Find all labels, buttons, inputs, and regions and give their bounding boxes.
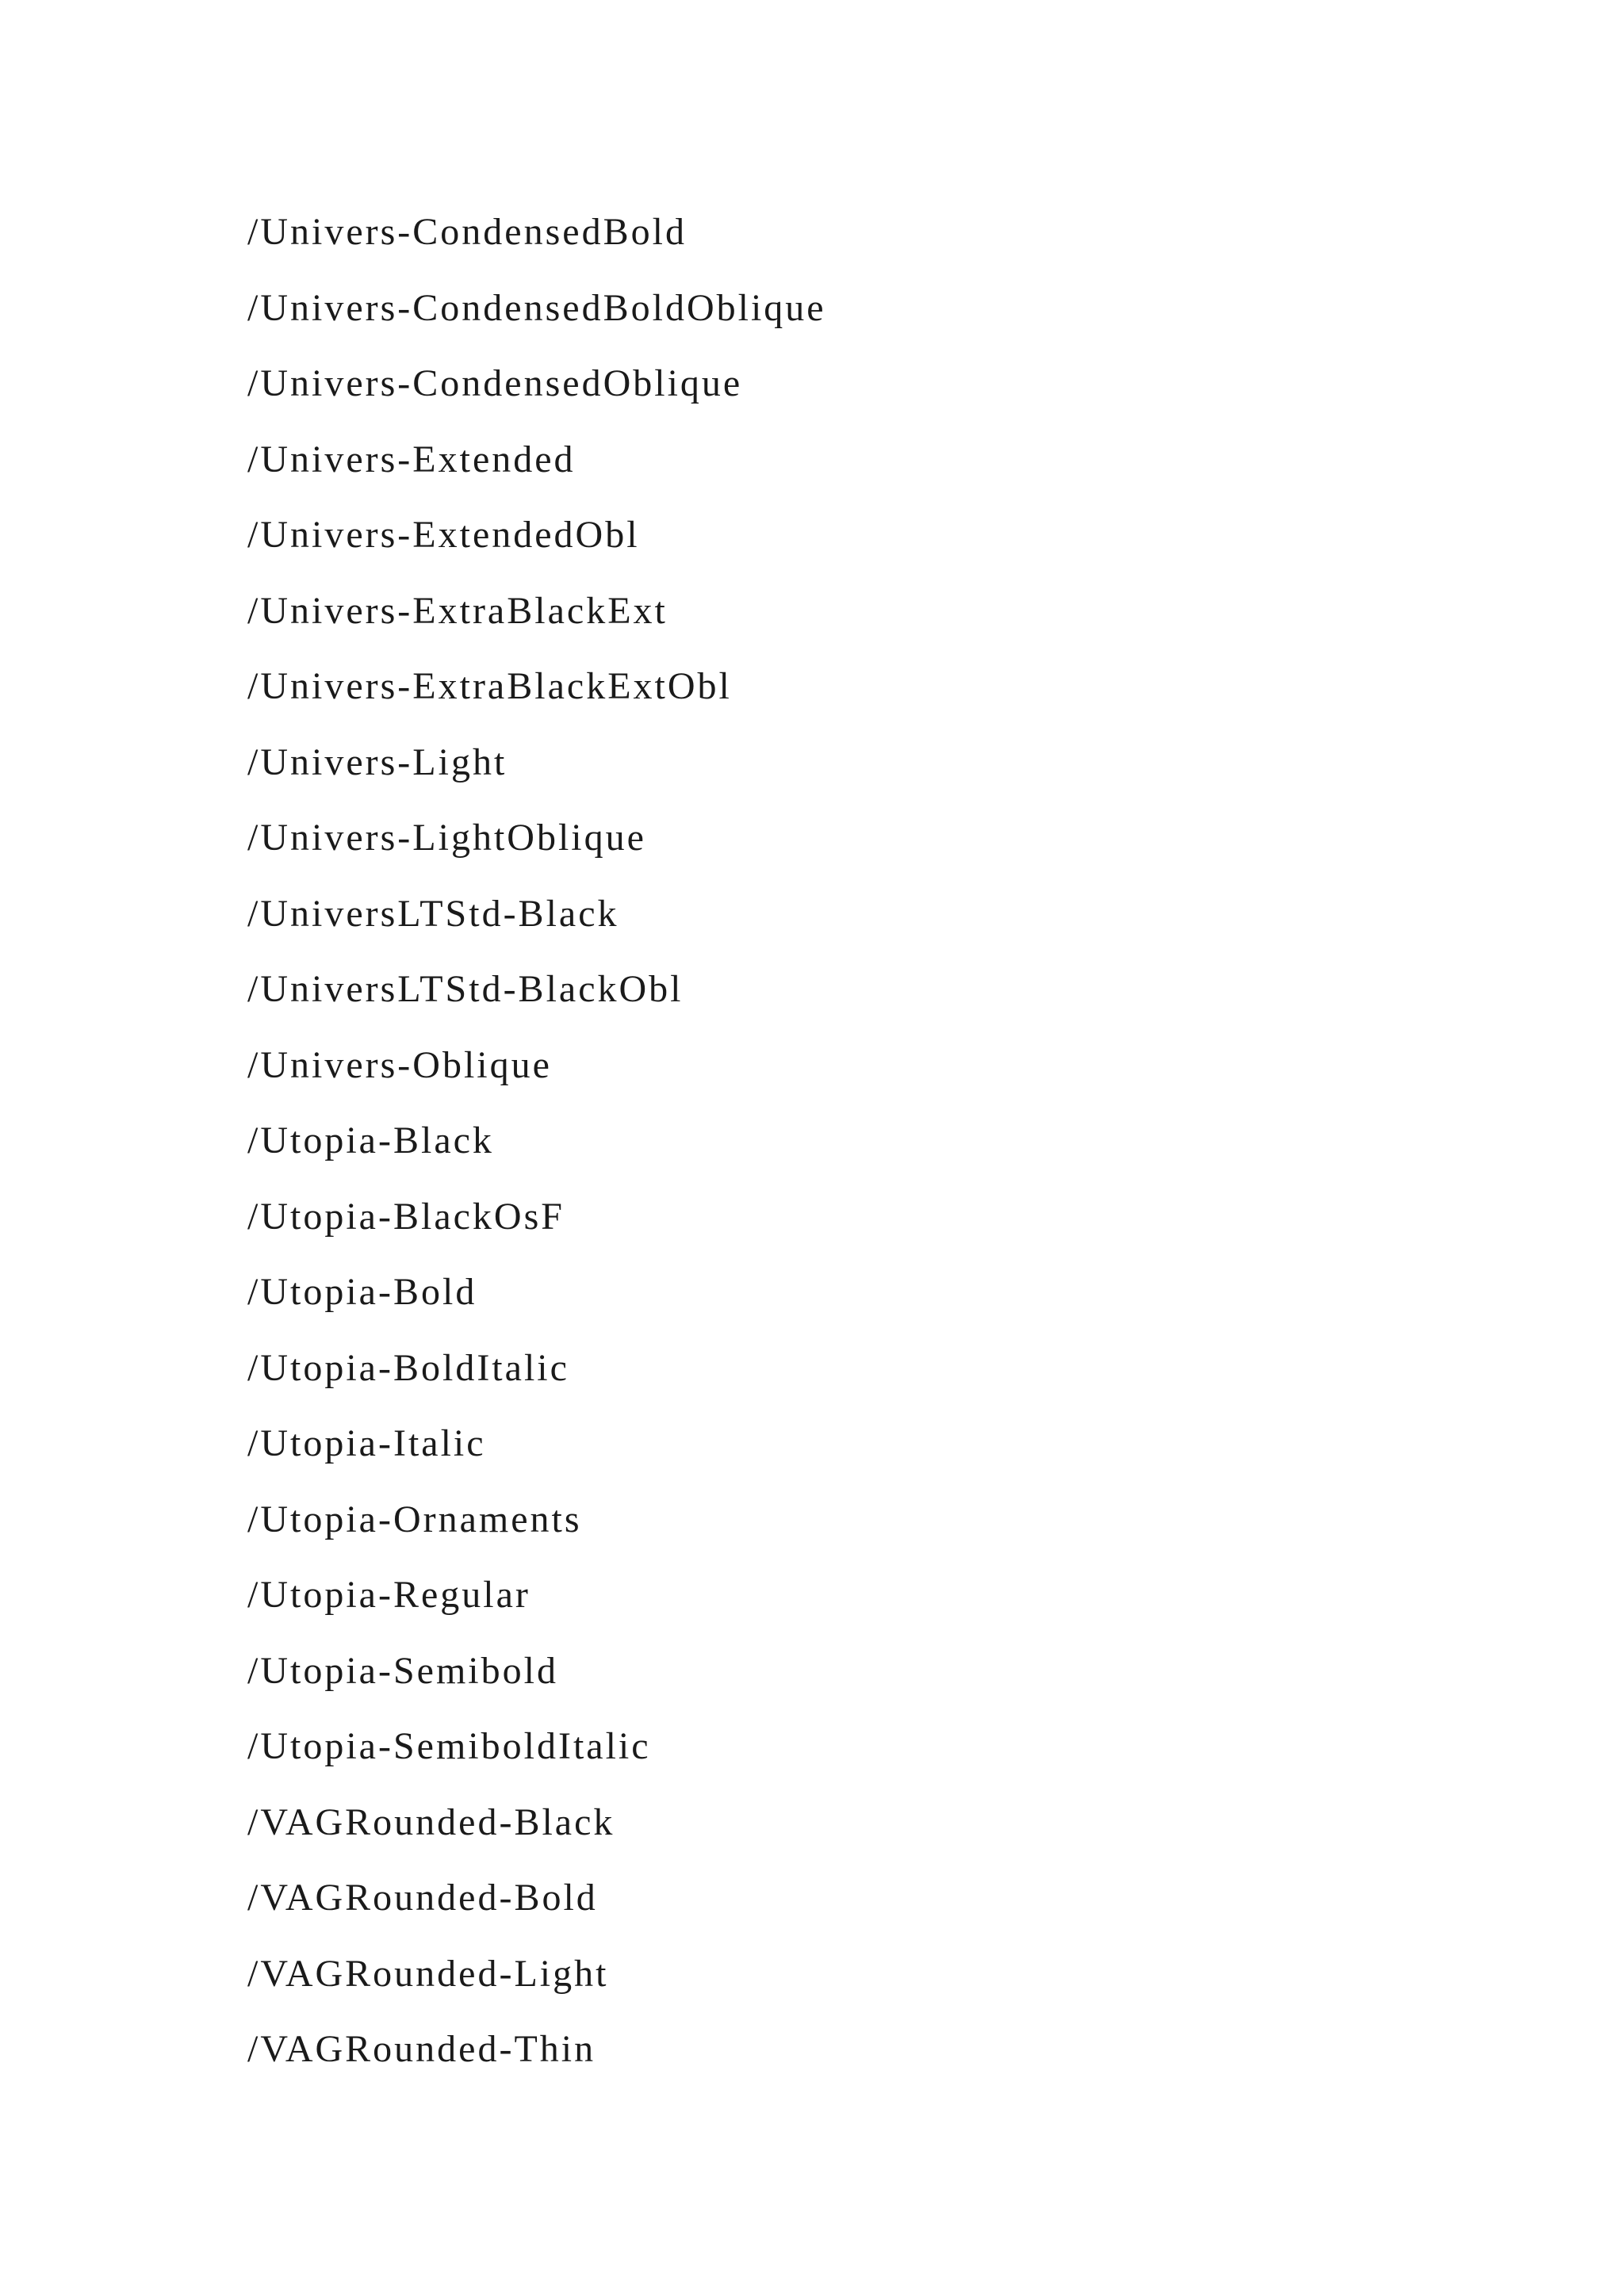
font-name-line: /Utopia-BoldItalic [247, 1346, 569, 1389]
font-name-line: /Utopia-Italic [247, 1422, 486, 1464]
font-name-list [247, 194, 826, 2087]
font-name-line: /Univers-ExtraBlackExtObl [247, 665, 732, 707]
font-name-line: /VAGRounded-Bold [247, 1877, 598, 1919]
font-name-line: /VAGRounded-Light [247, 1952, 609, 1995]
font-name-line: /UniversLTStd-BlackObl [247, 968, 684, 1010]
font-name-line: /Univers-Light [247, 740, 508, 783]
font-name-line: /Univers-ExtraBlackExt [247, 589, 668, 632]
font-name-line: /Univers-CondensedBold [247, 211, 687, 253]
font-name-line: /Utopia-Ornaments [247, 1498, 582, 1540]
font-name-line: /Univers-Extended [247, 438, 576, 480]
font-name-line: /VAGRounded-Black [247, 1800, 615, 1843]
font-name-line: /Utopia-SemiboldItalic [247, 1725, 651, 1767]
font-name-line: /Univers-ExtendedObl [247, 514, 640, 556]
font-name-line: /VAGRounded-Thin [247, 2028, 596, 2070]
font-name-line: /Univers-LightOblique [247, 817, 646, 859]
font-name-line: /Univers-CondensedOblique [247, 362, 743, 404]
font-name-line: /Univers-Oblique [247, 1043, 552, 1086]
font-name-line: /Utopia-Bold [247, 1271, 477, 1313]
font-name-line: /Utopia-Regular [247, 1574, 530, 1616]
font-name-line: /Univers-CondensedBoldOblique [247, 286, 826, 329]
font-name-line: /Utopia-BlackOsF [247, 1195, 565, 1238]
font-name-line: /Utopia-Black [247, 1119, 494, 1161]
font-name-line: /Utopia-Semibold [247, 1649, 558, 1692]
font-name-line: /UniversLTStd-Black [247, 892, 619, 935]
